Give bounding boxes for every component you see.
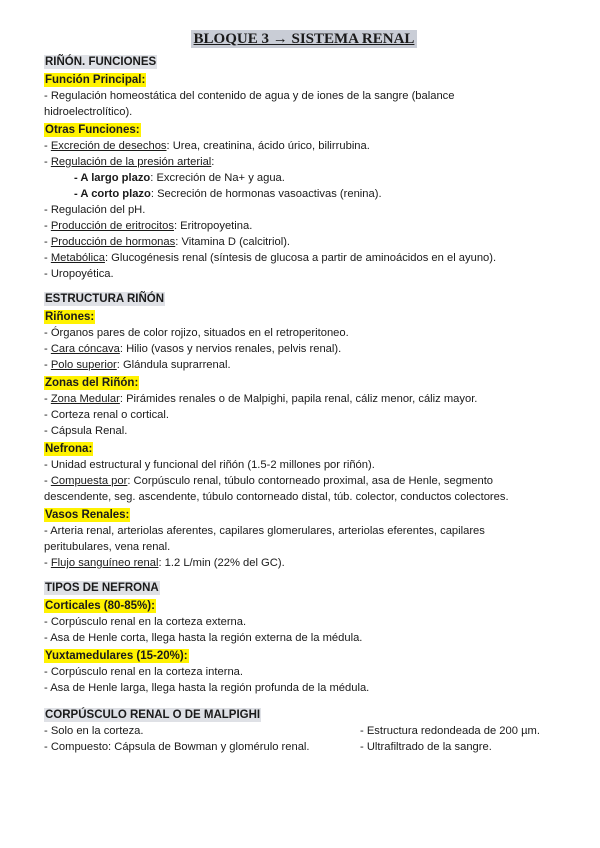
subheading-otras-funciones: Otras Funciones: (45, 124, 140, 136)
underlined-term: Compuesta por (50, 475, 128, 487)
text-line: hidroelectrolítico). (44, 106, 133, 118)
bullet: - (44, 475, 51, 487)
text-line: - Regulación del pH. (44, 204, 146, 216)
text-line: - Unidad estructural y funcional del riñón (1.5-2 millones por riñón). (44, 459, 375, 471)
bullet: - (44, 393, 51, 405)
bold-term: - A corto plazo (74, 188, 151, 200)
text-line: - Corpúsculo renal en la corteza externa. (44, 616, 247, 628)
text-line (44, 154, 564, 170)
underlined-term: Producción de eritrocitos (50, 220, 174, 232)
text-line (44, 138, 564, 154)
text-line: descendente, seg. ascendente, túbulo contorneado distal, túb. colector, conductos colectores. (44, 491, 509, 503)
page-title: BLOQUE 3 → SISTEMA RENAL (191, 30, 418, 48)
underlined-term: Polo superior (50, 359, 117, 371)
bullet: - (44, 156, 51, 168)
section-funciones (44, 52, 564, 282)
line-text: : (211, 156, 215, 168)
text-line: - Corpúsculo renal en la corteza interna. (44, 666, 243, 678)
text-line (44, 186, 564, 202)
document-page (44, 30, 564, 755)
underlined-term: Cara cóncava (50, 343, 120, 355)
line-text: : Pirámides renales o de Malpighi, papila renal, cáliz menor, cáliz mayor. (119, 393, 478, 405)
section-heading: ESTRUCTURA RIÑÓN (45, 293, 165, 305)
bullet: - (44, 252, 51, 264)
underlined-term: Regulación de la presión arterial (50, 156, 212, 168)
underlined-term: Zona Medular (50, 393, 120, 405)
section-heading: CORPÚSCULO RENAL O DE MALPIGHI (45, 709, 261, 721)
bullet: - (44, 359, 51, 371)
line-text: : Excreción de Na+ y agua. (150, 172, 285, 184)
underlined-term: Producción de hormonas (50, 236, 176, 248)
text-line: - Cápsula Renal. (44, 425, 128, 437)
text-line (44, 391, 564, 407)
text-line: - Solo en la corteza. (44, 725, 144, 737)
section-heading: RIÑÓN. FUNCIONES (45, 56, 157, 68)
text-line: - Regulación homeostática del contenido de agua y de iones de la sangre (balance (44, 90, 455, 102)
line-text: : Corpúsculo renal, túbulo contorneado proximal, asa de Henle, segmento (127, 475, 494, 487)
bold-term: - A largo plazo (74, 172, 151, 184)
section-estructura (44, 286, 564, 571)
bullet: - (44, 220, 51, 232)
bullet: - (44, 557, 51, 569)
line-text: : Urea, creatinina, ácido úrico, bilirrubina. (166, 140, 370, 152)
text-line: - Asa de Henle larga, llega hasta la región profunda de la médula. (44, 682, 370, 694)
two-column-list (44, 723, 564, 755)
line-text: : Glándula suprarrenal. (116, 359, 231, 371)
subheading-rinones: Riñones: (45, 311, 95, 323)
section-corpusculo (44, 702, 564, 755)
title-row (44, 30, 564, 50)
text-line: - Órganos pares de color rojizo, situados en el retroperitoneo. (44, 327, 349, 339)
line-text: : Eritropoyetina. (173, 220, 253, 232)
underlined-term: Metabólica (50, 252, 105, 264)
text-line: peritubulares, vena renal. (44, 541, 171, 553)
text-line: - Arteria renal, arteriolas aferentes, capilares glomerulares, arteriolas eferentes, capilares (44, 525, 485, 537)
subheading-vasos: Vasos Renales: (45, 509, 130, 521)
bullet: - (44, 343, 51, 355)
text-line (44, 170, 564, 186)
line-text: : Vitamina D (calcitriol). (175, 236, 291, 248)
text-line: - Estructura redondeada de 200 µm. (360, 725, 540, 737)
subheading-yuxtamedulares: Yuxtamedulares (15-20%): (45, 650, 188, 662)
line-text: : 1.2 L/min (22% del GC). (158, 557, 285, 569)
text-line: - Ultrafiltrado de la sangre. (360, 741, 492, 753)
text-line (44, 473, 564, 489)
bullet: - (44, 140, 51, 152)
line-text: : Glucogénesis renal (síntesis de glucosa a partir de aminoácidos en el ayuno). (104, 252, 497, 264)
text-line (44, 357, 564, 373)
underlined-term: Flujo sanguíneo renal (50, 557, 159, 569)
text-line (44, 555, 564, 571)
left-column (44, 723, 360, 755)
text-line (44, 341, 564, 357)
text-line (44, 250, 564, 266)
line-text: : Secreción de hormonas vasoactivas (renina). (150, 188, 382, 200)
bullet: - (44, 236, 51, 248)
text-line: - Uropoyética. (44, 268, 114, 280)
subheading-nefrona: Nefrona: (45, 443, 93, 455)
section-tipos-nefrona (44, 575, 564, 696)
section-heading: TIPOS DE NEFRONA (45, 582, 159, 594)
text-line: - Asa de Henle corta, llega hasta la región externa de la médula. (44, 632, 363, 644)
subheading-zonas: Zonas del Riñón: (45, 377, 139, 389)
text-line (44, 218, 564, 234)
subheading-corticales: Corticales (80-85%): (45, 600, 155, 612)
text-line: - Compuesto: Cápsula de Bowman y glomérulo renal. (44, 741, 310, 753)
underlined-term: Excreción de desechos (50, 140, 167, 152)
text-line: - Corteza renal o cortical. (44, 409, 169, 421)
line-text: : Hilio (vasos y nervios renales, pelvis renal). (119, 343, 342, 355)
right-column (360, 723, 564, 755)
text-line (44, 234, 564, 250)
subheading-funcion-principal: Función Principal: (45, 74, 146, 86)
